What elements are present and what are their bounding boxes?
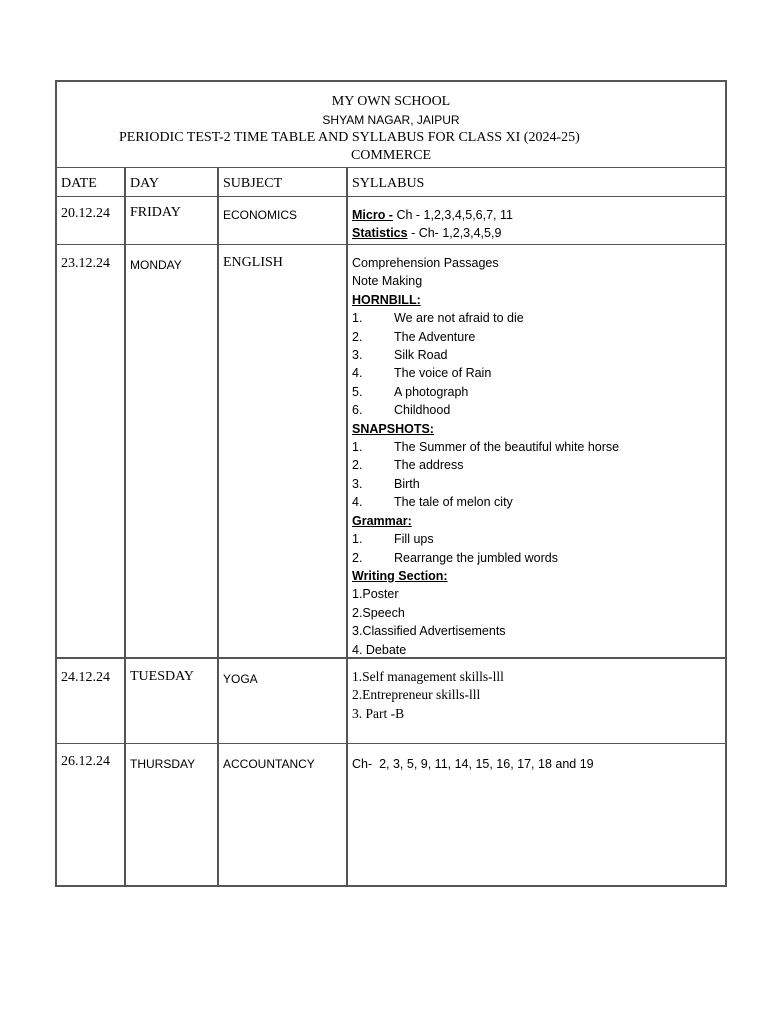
grammar-heading: Grammar:	[352, 513, 412, 528]
writing-heading: Writing Section:	[352, 568, 448, 583]
row-subject: ECONOMICS	[223, 208, 298, 222]
row-subject: ENGLISH	[223, 255, 283, 270]
header-syllabus: SYLLABUS	[352, 176, 425, 191]
row-subject: YOGA	[223, 672, 258, 686]
header-subject: SUBJECT	[223, 176, 283, 191]
row-subject: ACCOUNTANCY	[223, 757, 315, 771]
micro-label: Micro -	[352, 208, 393, 222]
row-date: 24.12.24	[61, 670, 110, 685]
list-item: 3. Birth	[352, 476, 420, 491]
list-item: 2.Speech	[352, 605, 405, 620]
list-item: 2. The address	[352, 458, 464, 473]
school-name: MY OWN SCHOOL	[331, 94, 451, 109]
list-item: 6. Childhood	[352, 403, 451, 418]
list-item: 5. A photograph	[352, 384, 469, 399]
syllabus-line: Comprehension Passages	[352, 256, 499, 270]
syllabus-line: 2.Entrepreneur skills-lll	[352, 687, 481, 703]
row-day: THURSDAY	[130, 757, 196, 771]
column-divider	[124, 167, 126, 885]
snapshots-heading: SNAPSHOTS:	[352, 421, 434, 436]
divider	[57, 743, 725, 744]
header-day: DAY	[130, 176, 160, 191]
row-syllabus	[352, 668, 504, 723]
row-day: MONDAY	[130, 258, 182, 272]
divider	[57, 196, 725, 197]
list-item: 2. The Adventure	[352, 329, 476, 344]
list-item: 4. Debate	[352, 642, 407, 657]
syllabus-line: 1.Self management skills-lll	[352, 669, 504, 684]
list-item: 1. We are not afraid to die	[352, 311, 524, 326]
hornbill-heading: HORNBILL:	[352, 292, 421, 307]
list-item: 3. Silk Road	[352, 348, 448, 363]
list-item: 4. The tale of melon city	[352, 495, 513, 510]
statistics-label: Statistics	[352, 226, 408, 241]
list-item: 3.Classified Advertisements	[352, 624, 506, 639]
micro-text: Ch - 1,2,3,4,5,6,7, 11	[392, 208, 513, 222]
row-date: 20.12.24	[61, 206, 110, 221]
list-item: 4. The voice of Rain	[352, 366, 492, 381]
row-syllabus	[352, 254, 619, 659]
column-divider	[346, 167, 348, 885]
school-address: SHYAM NAGAR, JAIPUR	[322, 113, 460, 127]
row-date: 26.12.24	[61, 754, 110, 769]
row-syllabus	[352, 755, 594, 773]
row-date: 23.12.24	[61, 256, 110, 271]
divider	[57, 244, 725, 245]
timetable-sheet	[55, 80, 727, 887]
row-syllabus	[352, 206, 513, 243]
row-day: TUESDAY	[130, 669, 195, 684]
header-date: DATE	[61, 176, 97, 191]
column-divider	[217, 167, 219, 885]
row-day: FRIDAY	[130, 205, 181, 220]
stream-label: COMMERCE	[350, 148, 432, 163]
syllabus-line: Note Making	[352, 274, 423, 289]
statistics-text: - Ch- 1,2,3,4,5,9	[407, 226, 502, 241]
list-item: 2. Rearrange the jumbled words	[352, 550, 558, 565]
list-item: 1. Fill ups	[352, 532, 434, 547]
list-item: 1.Poster	[352, 587, 399, 602]
syllabus-line: Ch- 2, 3, 5, 9, 11, 14, 15, 16, 17, 18 and 19	[352, 757, 594, 771]
divider	[57, 167, 725, 168]
syllabus-line: 3. Part -B	[352, 705, 405, 721]
list-item: 1. The Summer of the beautiful white horse	[352, 440, 620, 455]
test-title: PERIODIC TEST-2 TIME TABLE AND SYLLABUS FOR CLASS XI (2024-25)	[119, 130, 580, 145]
